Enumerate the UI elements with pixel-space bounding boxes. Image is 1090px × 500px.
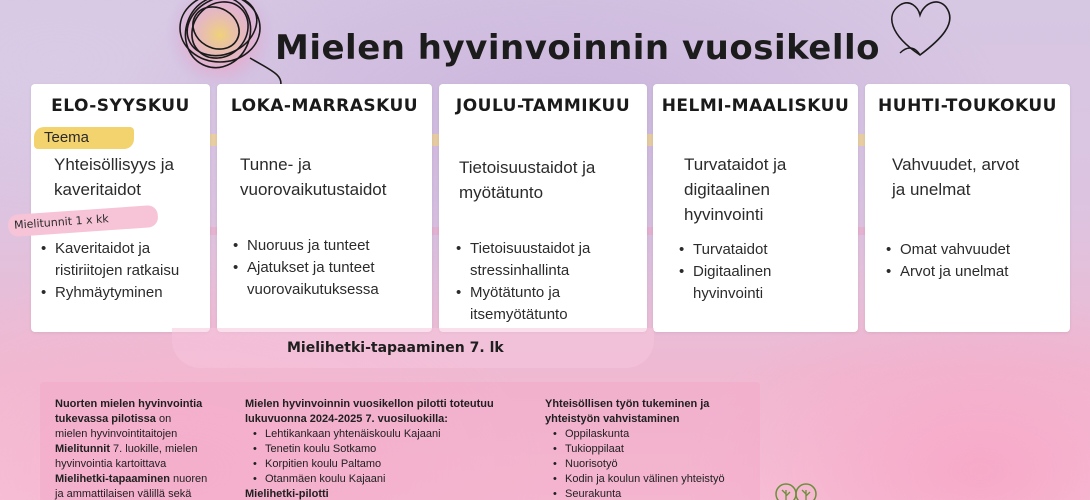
period-topics xyxy=(454,238,590,326)
period-theme: Tietoisuustaidot ja myötätunto xyxy=(459,158,596,202)
cooperation-list xyxy=(545,427,760,500)
list-item: • Otanmäen koulu Kajaani xyxy=(245,472,535,487)
info-column-schools: Mielen hyvinvoinnin vuosikellon pilotti toteutuu lukuvuonna 2024-2025 7. vuosiluokilla: • Lehtikankaan yhtenäiskoulu Kajaani • Tenetin koulu Sotkamo • Korpitien koulu Paltamo • Otanmäen koulu Kajaani Mielihetki-pilotti xyxy=(245,397,535,500)
period-topics xyxy=(884,239,1010,283)
list-item: • Lehtikankaan yhtenäiskoulu Kajaani xyxy=(245,427,535,442)
period-card-loka-marraskuu xyxy=(217,84,432,332)
period-card-joulu-tammikuu xyxy=(439,84,647,332)
list-item: • Ajatukset ja tunteet vuorovaikutuksessa xyxy=(231,257,379,301)
list-item: • Myötätunto ja itsemyötätunto xyxy=(454,282,590,326)
list-item: • Turvataidot xyxy=(677,239,771,261)
info-column-cooperation: Yhteisöllisen työn tukeminen ja yhteistyön vahvistaminen • Oppilaskunta • Tukioppilaat • Nuorisotyö • Kodin ja koulun välinen yhteistyö • Seurakunta xyxy=(545,397,760,500)
period-theme: Turvataidot ja digitaalinen hyvinvointi xyxy=(684,155,787,224)
plant-decoration-icon xyxy=(772,478,822,500)
scribble-decoration-icon xyxy=(150,0,290,90)
list-item: • Nuoruus ja tunteet xyxy=(231,235,379,257)
list-item: • Oppilaskunta xyxy=(545,427,760,442)
list-item: • Omat vahvuudet xyxy=(884,239,1010,261)
list-item: • Tenetin koulu Sotkamo xyxy=(245,442,535,457)
list-item: • Korpitien koulu Paltamo xyxy=(245,457,535,472)
list-item: • Ryhmäytyminen xyxy=(39,282,179,304)
period-theme: Vahvuudet, arvot ja unelmat xyxy=(892,155,1020,199)
list-item: • Kodin ja koulun välinen yhteistyö xyxy=(545,472,760,487)
period-topics xyxy=(231,235,379,301)
school-list xyxy=(245,427,535,487)
period-topics xyxy=(677,239,771,305)
list-item: • Nuorisotyö xyxy=(545,457,760,472)
period-card-huhti-toukokuu xyxy=(865,84,1070,332)
period-card-helmi-maaliskuu xyxy=(653,84,858,332)
list-item: • Tietoisuustaidot ja stressinhallinta xyxy=(454,238,590,282)
mielitunnit-tag: Mielitunnit 1 x kk xyxy=(7,205,158,237)
period-title: LOKA-MARRASKUU xyxy=(230,96,419,116)
period-theme: Tunne- ja vuorovaikutustaidot xyxy=(240,155,387,199)
meeting-label: Mielihetki-tapaaminen 7. lk xyxy=(287,340,504,356)
list-item: • Digitaalinen hyvinvointi xyxy=(677,261,771,305)
page-title: Mielen hyvinvoinnin vuosikello xyxy=(275,28,881,68)
period-title: HELMI-MAALISKUU xyxy=(661,96,850,116)
period-title: JOULU-TAMMIKUU xyxy=(455,96,631,116)
period-topics xyxy=(39,238,179,304)
period-theme: Yhteisöllisyys ja kaveritaidot xyxy=(54,155,174,199)
period-title: ELO-SYYSKUU xyxy=(51,96,190,116)
period-title: HUHTI-TOUKOKUU xyxy=(878,96,1057,116)
list-item: • Arvot ja unelmat xyxy=(884,261,1010,283)
info-column-pilot: Nuorten mielen hyvinvointia tukevassa pilotissa on mielen hyvinvointitaitojen Mielitunnit 7. luokille, mielen hyvinvointia kartoittava Mielihetki-tapaaminen nuoren ja ammattilaisen välillä sekä xyxy=(55,398,208,500)
list-item: • Seurakunta xyxy=(545,487,760,500)
list-item: • Tukioppilaat xyxy=(545,442,760,457)
list-item: • Kaveritaidot ja ristiriitojen ratkaisu xyxy=(39,238,179,282)
teema-tag: Teema xyxy=(34,127,134,149)
heart-decoration-icon xyxy=(880,0,960,65)
